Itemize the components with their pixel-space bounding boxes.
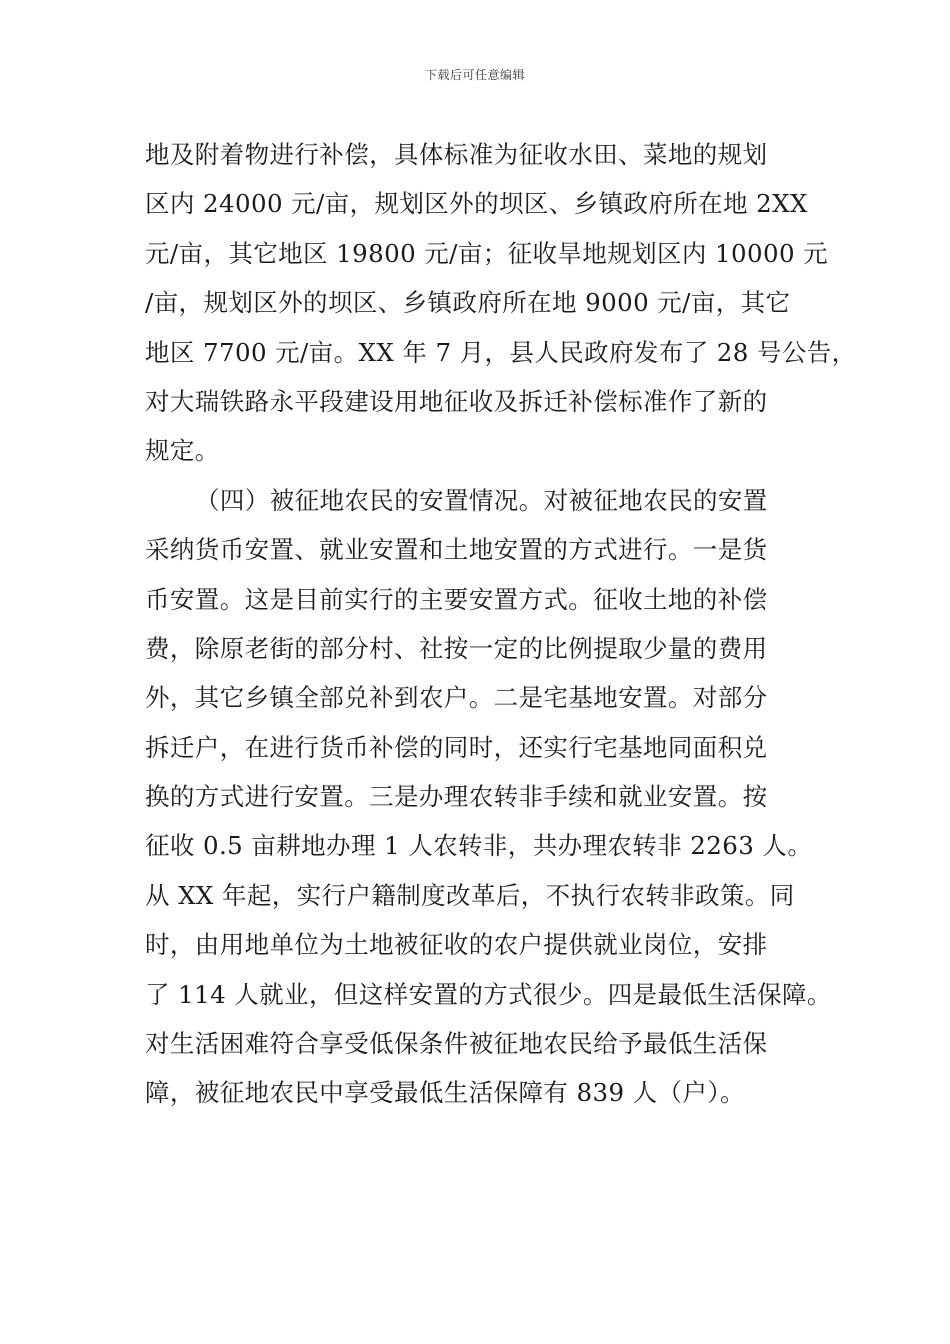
- text-line: 币安置。这是目前实行的主要安置方式。征收土地的补偿: [145, 584, 768, 614]
- text-line: 对大瑞铁路永平段建设用地征收及拆迁补偿标准作了新的: [145, 386, 768, 416]
- page-header: 下载后可任意编辑: [424, 68, 525, 82]
- text-line: 障，被征地农民中享受最低生活保障有 839 人（户）。: [145, 1078, 745, 1108]
- text-line: 费，除原老街的部分村、社按一定的比例提取少量的费用: [145, 633, 768, 663]
- text-line: 从 XX 年起，实行户籍制度改革后，不执行农转非政策。同: [145, 880, 795, 910]
- paragraph-resettlement: [145, 476, 832, 1118]
- text-line: 征收 0.5 亩耕地办理 1 人农转非，共办理农转非 2263 人。: [145, 831, 813, 861]
- text-line: 拆迁户，在进行货币补偿的同时，还实行宅基地同面积兑: [145, 732, 768, 762]
- text-line: 换的方式进行安置。三是办理农转非手续和就业安置。按: [145, 782, 768, 812]
- text-line: 区内 24000 元/亩，规划区外的坝区、乡镇政府所在地 2XX: [145, 189, 808, 219]
- text-line: /亩，规划区外的坝区、乡镇政府所在地 9000 元/亩，其它: [145, 288, 791, 318]
- text-line: 地及附着物进行补偿，具体标准为征收水田、菜地的规划: [145, 140, 768, 169]
- text-line: 外，其它乡镇全部兑补到农户。二是宅基地安置。对部分: [145, 683, 768, 713]
- paragraph-compensation-standards: [145, 130, 857, 476]
- text-line: 时，由用地单位为土地被征收的农户提供就业岗位，安排: [145, 930, 768, 960]
- text-line: 地区 7700 元/亩。XX 年 7 月，县人民政府发布了 28 号公告，: [145, 337, 857, 367]
- text-line: 元/亩，其它地区 19800 元/亩；征收旱地规划区内 10000 元: [145, 238, 829, 268]
- text-line-first: （四）被征地农民的安置情况。对被征地农民的安置: [195, 485, 768, 515]
- text-line: 规定。: [145, 436, 220, 466]
- text-line: 采纳货币安置、就业安置和土地安置的方式进行。一是货: [145, 535, 768, 565]
- text-line: 对生活困难符合享受低保条件被征地农民给予最低生活保: [145, 1029, 768, 1059]
- document-body: [145, 130, 857, 1118]
- text-line: 了 114 人就业，但这样安置的方式很少。四是最低生活保障。: [145, 979, 832, 1009]
